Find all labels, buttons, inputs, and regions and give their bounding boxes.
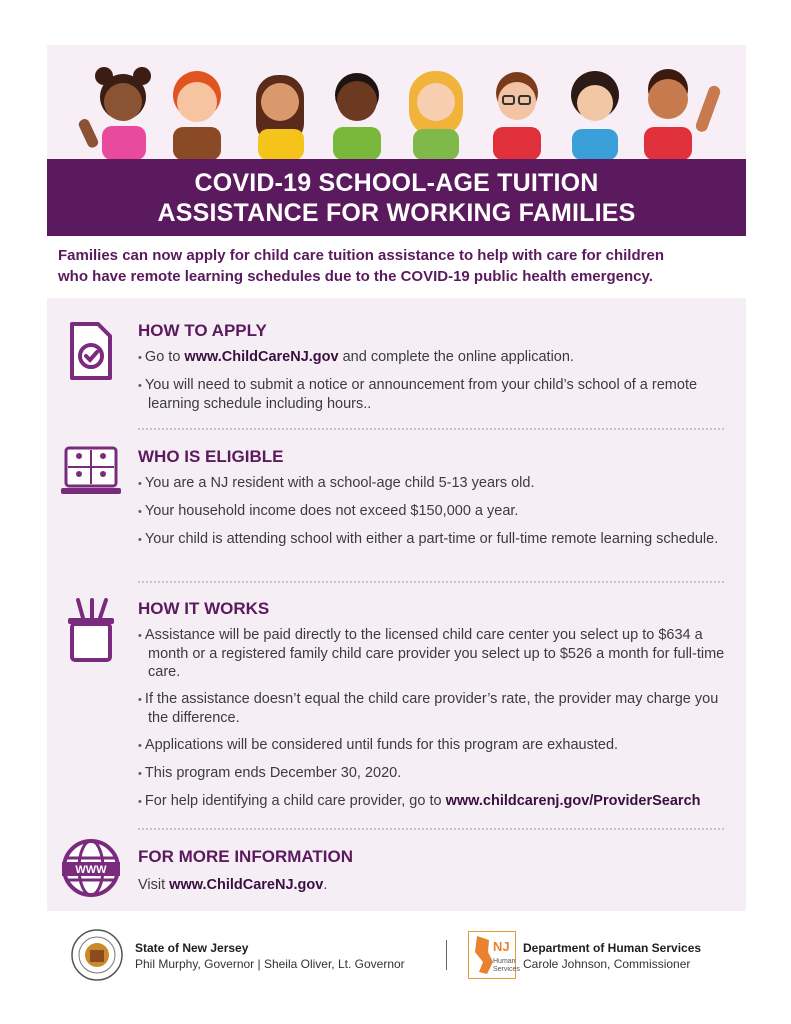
list-item: [138, 792, 738, 811]
how-to-apply-list: [138, 348, 738, 413]
children-group-illustration: [47, 45, 746, 160]
child-figure: [571, 71, 619, 160]
how-to-apply-heading: HOW TO APPLY: [138, 321, 267, 340]
how-it-works-heading: HOW IT WORKS: [138, 599, 270, 618]
child-figure: [493, 72, 541, 160]
list-item: • You will need to submit a notice or announcement from your child’s school of a remote learning schedule including hours..: [138, 376, 738, 413]
checked-document-icon: [60, 318, 122, 384]
dept-credit: [523, 940, 701, 972]
how-it-works-section: [138, 598, 738, 820]
child-figure: [173, 71, 221, 160]
list-item: • If the assistance doesn’t equal the child care provider’s rate, the provider may charge you the difference.: [138, 690, 738, 727]
list-item: • Assistance will be paid directly to the licensed child care center you select up to $634 a month or a registered family child care provider you select up to $526 a month for full-time care.: [138, 626, 738, 681]
list-item: • Your household income does not exceed $150,000 a year.: [138, 502, 738, 521]
svg-text:WWW: WWW: [75, 864, 107, 876]
hero-section: [47, 45, 746, 160]
list-item: [138, 348, 738, 367]
logo-human-services-text: [493, 958, 520, 974]
state-credit: [135, 940, 405, 972]
child-figure: [256, 75, 304, 160]
dept-title: Department of Human Services: [523, 941, 702, 955]
state-seal-icon: [70, 928, 124, 982]
item-text: For help identifying a child care provider, go to: [144, 793, 446, 809]
child-figure: [644, 69, 722, 160]
more-info-text: [138, 877, 738, 893]
nj-human-services-logo: [468, 931, 520, 979]
list-item: • Applications will be considered until funds for this program are exhausted.: [138, 736, 738, 755]
video-conference-laptop-icon: [60, 444, 122, 510]
footer: [0, 925, 791, 995]
list-item: • This program ends December 30, 2020.: [138, 764, 738, 783]
pencil-cup-icon: [60, 598, 122, 664]
item-text: and complete the online application.: [338, 349, 574, 365]
how-to-apply-section: [138, 320, 738, 422]
logo-human-word: Human: [493, 958, 516, 965]
www-globe-icon: [60, 836, 122, 902]
children-illustration: [47, 45, 746, 160]
eligibility-list: [138, 474, 738, 549]
who-is-eligible-section: [138, 446, 738, 558]
title-banner: [47, 159, 746, 236]
intro-text: [58, 245, 748, 287]
more-info-section: [138, 846, 738, 893]
section-divider: [138, 828, 724, 830]
child-figure: [409, 71, 463, 160]
child-figure: [77, 67, 151, 160]
intro-line-1: Families can now apply for child care tuition assistance to help with care for children: [58, 247, 664, 264]
footer-divider: [446, 940, 447, 970]
title-line-2: ASSISTANCE FOR WORKING FAMILIES: [157, 198, 636, 227]
title-line-1: COVID-19 SCHOOL-AGE TUITION: [194, 168, 599, 197]
who-is-eligible-heading: WHO IS ELIGIBLE: [138, 447, 284, 466]
item-text: .: [323, 877, 328, 893]
logo-services-word: Services: [493, 966, 520, 973]
how-it-works-list: [138, 626, 738, 811]
intro-line-2: who have remote learning schedules due to the COVID-19 public health emergency.: [58, 268, 653, 285]
provider-search-link[interactable]: www.childcarenj.gov/ProviderSearch: [445, 793, 701, 809]
logo-nj-text: NJ: [493, 939, 510, 954]
item-text: Go to: [144, 349, 185, 365]
list-item: • You are a NJ resident with a school-age child 5-13 years old.: [138, 474, 738, 493]
child-figure: [333, 73, 381, 160]
item-text: Visit: [138, 877, 170, 893]
childcarenj-link[interactable]: www.ChildCareNJ.gov: [184, 349, 339, 365]
list-item: • Your child is attending school with either a part-time or full-time remote learning schedule.: [138, 530, 738, 549]
section-divider: [138, 581, 724, 583]
dept-official: Carole Johnson, Commissioner: [523, 957, 691, 971]
more-info-heading: FOR MORE INFORMATION: [138, 847, 353, 866]
childcarenj-link[interactable]: www.ChildCareNJ.gov: [169, 877, 324, 893]
state-officials: Phil Murphy, Governor | Sheila Oliver, Lt. Governor: [135, 957, 405, 971]
state-title: State of New Jersey: [135, 941, 249, 955]
section-divider: [138, 428, 724, 430]
